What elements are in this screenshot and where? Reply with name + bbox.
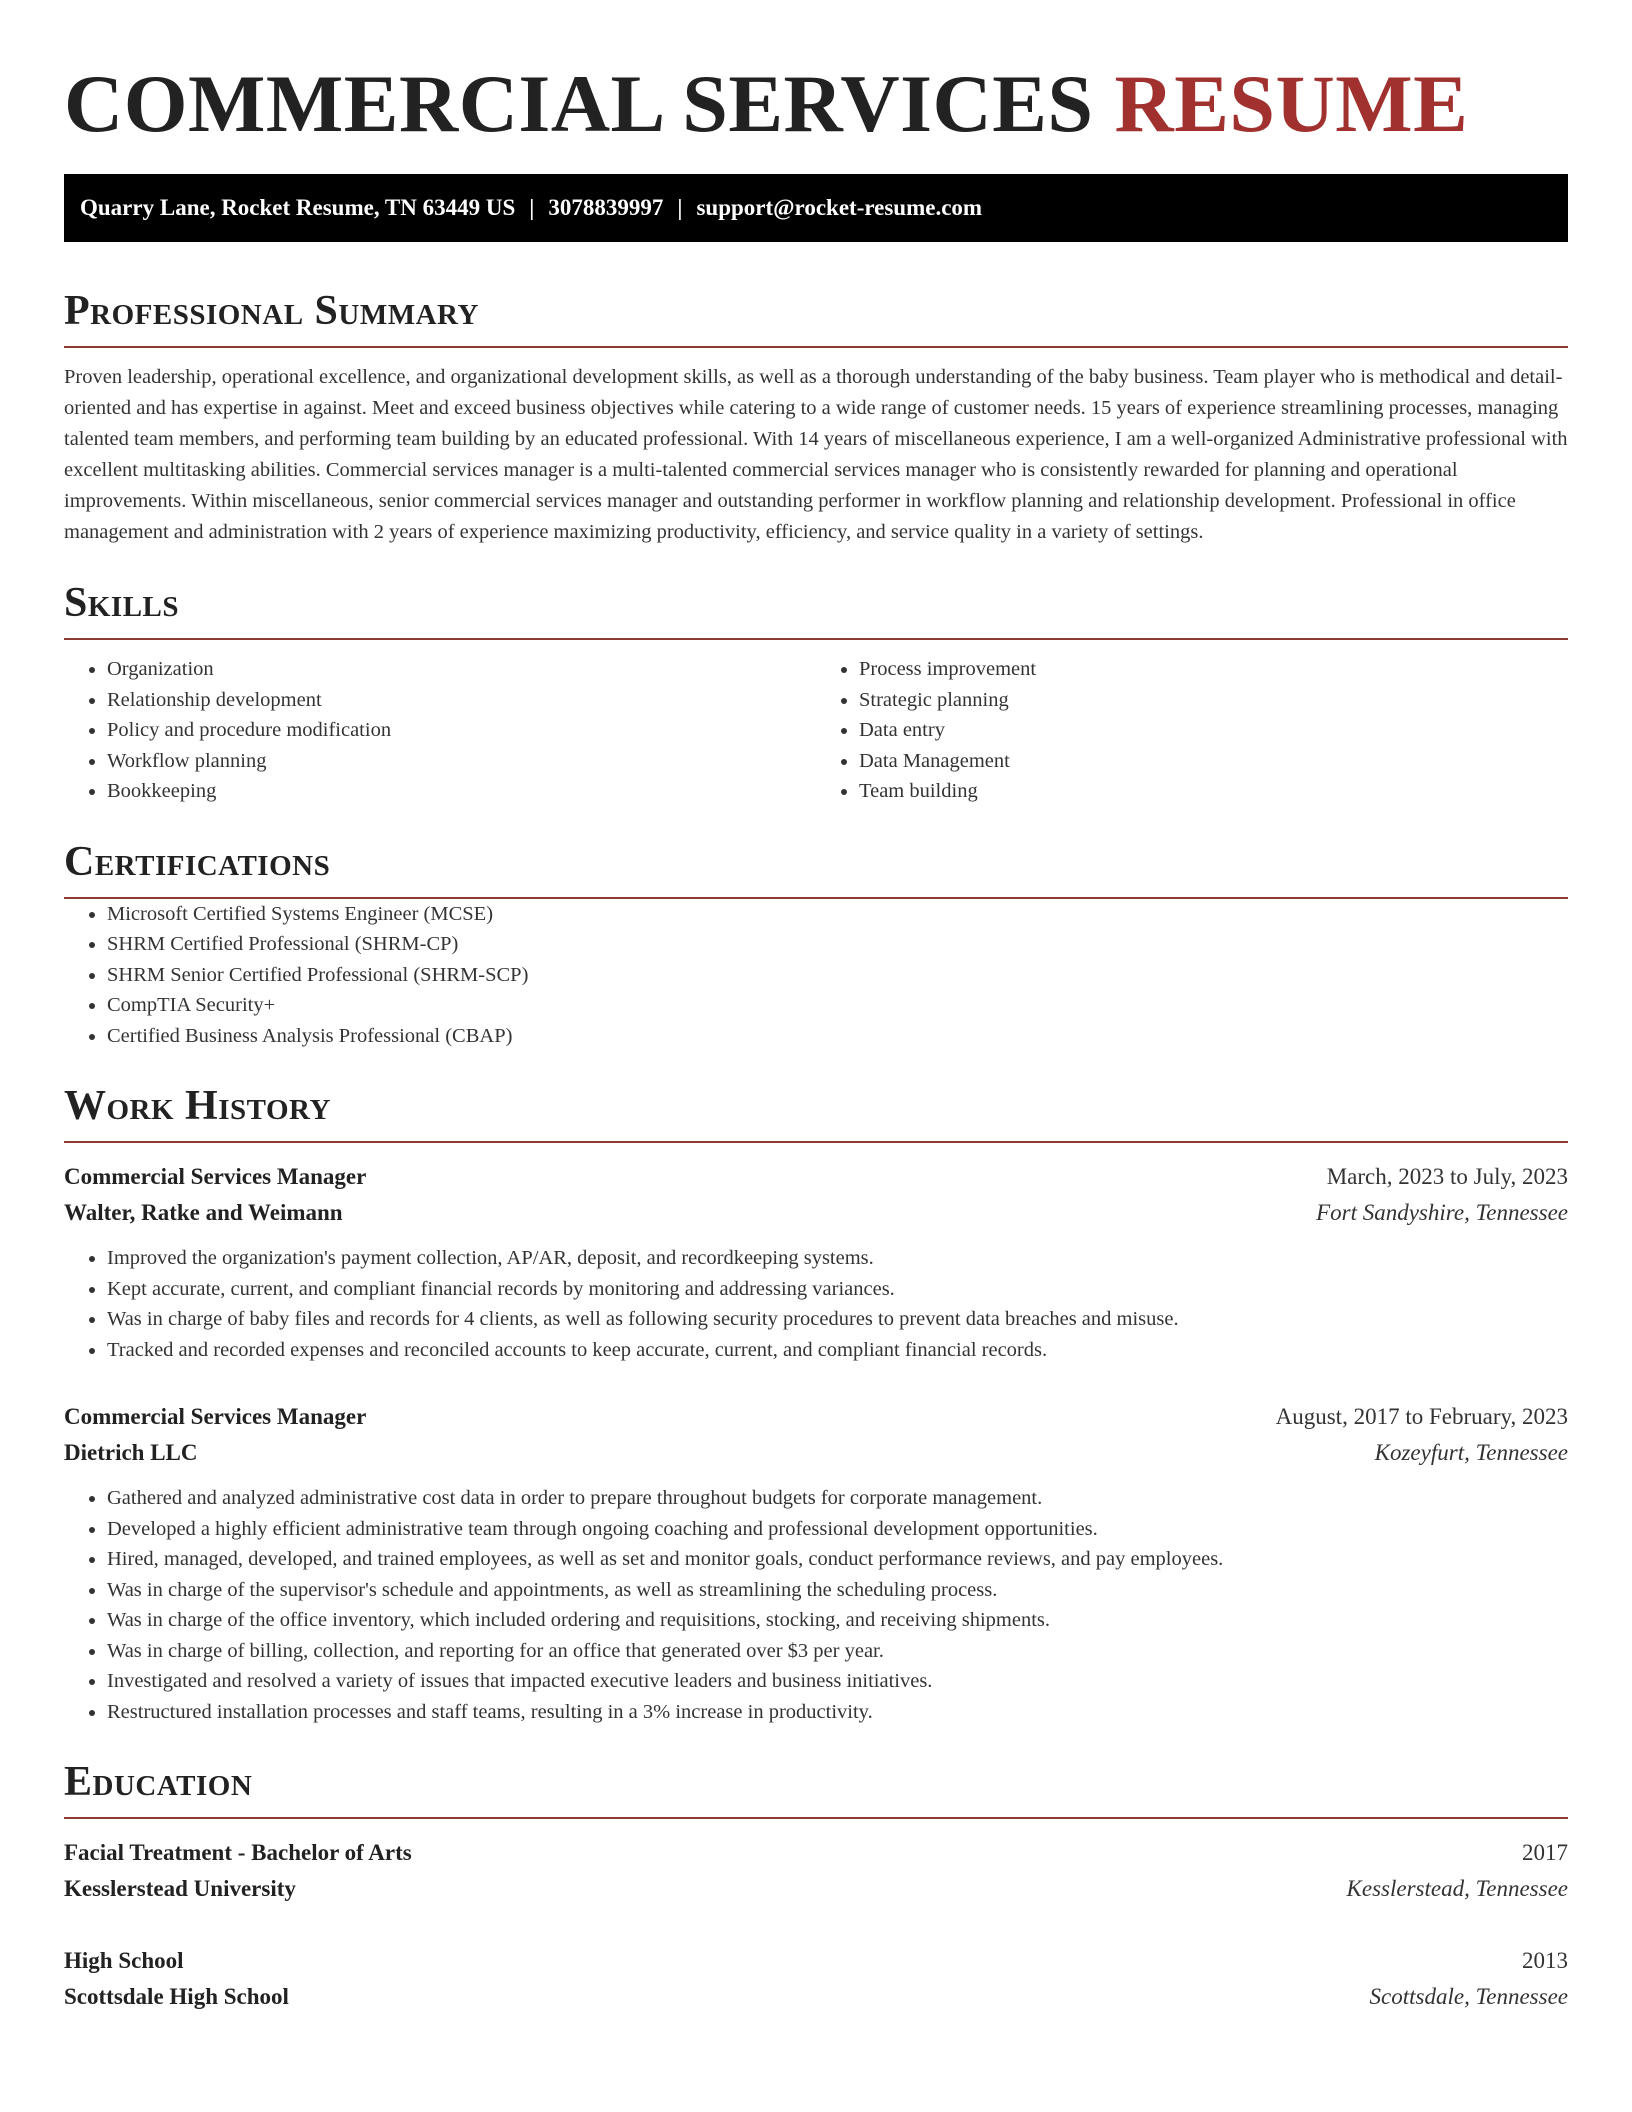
education-degree-row <box>64 1943 1568 1979</box>
job-location: Fort Sandyshire, Tennessee <box>1316 1200 1568 1225</box>
skills-section <box>64 578 1568 807</box>
education-year: 2017 <box>1522 1840 1568 1865</box>
job-title: Commercial Services Manager <box>64 1164 367 1189</box>
work-history-heading: Work History <box>64 1081 1568 1143</box>
job-title-row <box>64 1399 1568 1435</box>
skills-heading: Skills <box>64 578 1568 640</box>
skills-grid <box>64 654 1568 807</box>
skill-item: • Organization <box>107 654 816 685</box>
job-bullet: • Kept accurate, current, and compliant financial records by monitoring and addressing variances. <box>107 1274 1568 1305</box>
job-company: Walter, Ratke and Weimann <box>64 1200 343 1225</box>
certifications-heading: Certifications <box>64 837 1568 899</box>
education-location: Kesslerstead, Tennessee <box>1346 1876 1568 1901</box>
education-entry <box>64 1943 1568 2015</box>
skill-item: • Bookkeeping <box>107 776 816 807</box>
job-title-row <box>64 1159 1568 1195</box>
job-title: Commercial Services Manager <box>64 1404 367 1429</box>
education-degree: High School <box>64 1948 184 1973</box>
certification-item: • SHRM Senior Certified Professional (SHRM-SCP) <box>107 960 1568 991</box>
resume-title <box>64 0 1568 150</box>
education-entry <box>64 1835 1568 1907</box>
education-section <box>64 1757 1568 2015</box>
job-bullet: • Hired, managed, developed, and trained employees, as well as set and monitor goals, conduct performance reviews, and pay employees. <box>107 1544 1568 1575</box>
skill-item: • Strategic planning <box>859 685 1568 716</box>
job-bullet: • Was in charge of billing, collection, and reporting for an office that generated over $3 per year. <box>107 1636 1568 1667</box>
contact-address: Quarry Lane, Rocket Resume, TN 63449 US <box>80 195 516 220</box>
job-entry <box>64 1159 1568 1365</box>
job-bullet: • Investigated and resolved a variety of issues that impacted executive leaders and business initiatives. <box>107 1666 1568 1697</box>
certifications-section <box>64 837 1568 1052</box>
job-company-row <box>64 1435 1568 1471</box>
job-bullet: • Was in charge of the supervisor's schedule and appointments, as well as streamlining the scheduling process. <box>107 1575 1568 1606</box>
job-bullet: • Gathered and analyzed administrative cost data in order to prepare throughout budgets for corporate management. <box>107 1483 1568 1514</box>
certification-item: • CompTIA Security+ <box>107 990 1568 1021</box>
job-bullets <box>64 1483 1568 1727</box>
title-accent: RESUME <box>1114 58 1469 149</box>
job-bullet: • Developed a highly efficient administrative team through ongoing coaching and professional development opportunities. <box>107 1514 1568 1545</box>
education-school: Scottsdale High School <box>64 1984 289 2009</box>
education-school-row <box>64 1979 1568 2015</box>
skill-item: • Relationship development <box>107 685 816 716</box>
certifications-list <box>64 899 1568 1052</box>
contact-separator: | <box>677 195 683 220</box>
skill-item: • Data entry <box>859 715 1568 746</box>
education-year: 2013 <box>1522 1948 1568 1973</box>
work-history-section <box>64 1081 1568 1727</box>
certification-item: • Certified Business Analysis Professional (CBAP) <box>107 1021 1568 1052</box>
skill-item: • Workflow planning <box>107 746 816 777</box>
skill-item: • Policy and procedure modification <box>107 715 816 746</box>
education-school: Kesslerstead University <box>64 1876 296 1901</box>
skill-item: • Team building <box>859 776 1568 807</box>
education-degree: Facial Treatment - Bachelor of Arts <box>64 1840 412 1865</box>
summary-heading: Professional Summary <box>64 286 1568 348</box>
job-location: Kozeyfurt, Tennessee <box>1374 1440 1568 1465</box>
education-location: Scottsdale, Tennessee <box>1369 1984 1568 2009</box>
title-main: COMMERCIAL SERVICES <box>64 58 1115 149</box>
job-company: Dietrich LLC <box>64 1440 198 1465</box>
job-dates: August, 2017 to February, 2023 <box>1275 1404 1568 1429</box>
education-heading: Education <box>64 1757 1568 1819</box>
summary-text: Proven leadership, operational excellence, and organizational development skills, as well as a thorough understanding of the baby business. Team player who is methodical and detail-oriented and has expertise in against. Meet and exceed business objectives while catering to a wide range of customer needs. 15 years of experience streamlining processes, managing talented team members, and performing team building by an educated professional. With 14 years of miscellaneous experience, I am a well-organized Administrative professional with excellent multitasking abilities. Commercial services manager is a multi-talented commercial services manager who is consistently rewarded for planning and operational improvements. Within miscellaneous, senior commercial services manager and outstanding performer in workflow planning and relationship development. Professional in office management and administration with 2 years of experience maximizing productivity, efficiency, and service quality in a variety of settings. <box>64 366 1568 543</box>
skills-list-right <box>816 654 1568 807</box>
skills-list-left <box>64 654 816 807</box>
contact-separator: | <box>529 195 535 220</box>
contact-bar <box>64 174 1568 242</box>
job-bullet: • Improved the organization's payment collection, AP/AR, deposit, and recordkeeping systems. <box>107 1243 1568 1274</box>
certification-item: • Microsoft Certified Systems Engineer (MCSE) <box>107 899 1568 930</box>
contact-phone: 3078839997 <box>548 195 664 220</box>
job-company-row <box>64 1195 1568 1231</box>
job-entry <box>64 1399 1568 1727</box>
contact-email: support@rocket-resume.com <box>696 195 983 220</box>
job-bullet: • Was in charge of the office inventory, which included ordering and requisitions, stocking, and receiving shipments. <box>107 1605 1568 1636</box>
education-degree-row <box>64 1835 1568 1871</box>
job-bullets <box>64 1243 1568 1365</box>
skill-item: • Process improvement <box>859 654 1568 685</box>
education-school-row <box>64 1871 1568 1907</box>
job-bullet: • Restructured installation processes and staff teams, resulting in a 3% increase in productivity. <box>107 1697 1568 1728</box>
summary-section <box>64 286 1568 548</box>
skill-item: • Data Management <box>859 746 1568 777</box>
certification-item: • SHRM Certified Professional (SHRM-CP) <box>107 929 1568 960</box>
job-bullet: • Tracked and recorded expenses and reconciled accounts to keep accurate, current, and compliant financial records. <box>107 1335 1568 1366</box>
job-bullet: • Was in charge of baby files and records for 4 clients, as well as following security procedures to prevent data breaches and misuse. <box>107 1304 1568 1335</box>
job-dates: March, 2023 to July, 2023 <box>1326 1164 1568 1189</box>
